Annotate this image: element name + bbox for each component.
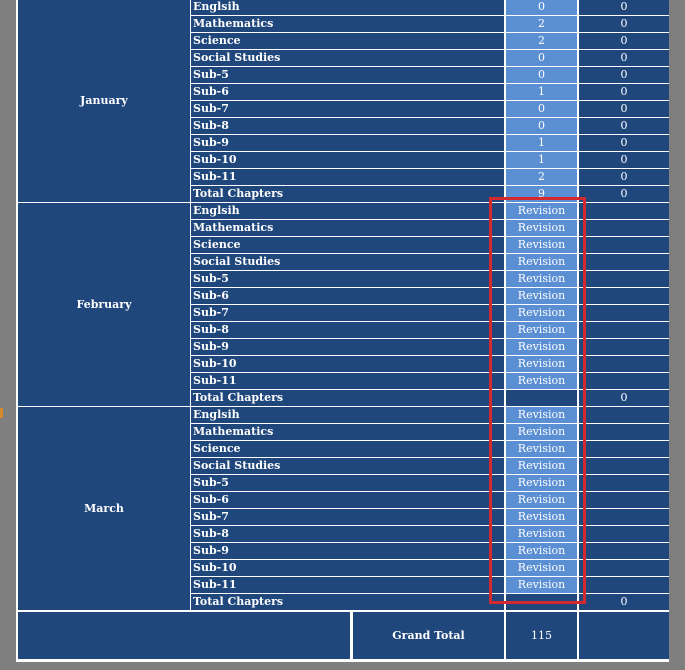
value-cell[interactable]: 0: [579, 169, 669, 185]
grand-total-blank-cell[interactable]: [18, 612, 350, 659]
revision-cell[interactable]: Revision: [506, 356, 577, 372]
value-cell[interactable]: [579, 526, 669, 542]
revision-cell[interactable]: Revision: [506, 441, 577, 457]
chapter-count-cell[interactable]: 2: [506, 169, 577, 185]
subject-cell[interactable]: Sub-8: [191, 322, 504, 338]
revision-highlight-box: [489, 197, 586, 604]
subject-cell[interactable]: Sub-7: [191, 509, 504, 525]
value-cell[interactable]: [579, 203, 669, 219]
value-cell[interactable]: [579, 458, 669, 474]
subject-cell[interactable]: Social Studies: [191, 50, 504, 66]
subject-cell[interactable]: Sub-9: [191, 135, 504, 151]
value-cell[interactable]: [579, 288, 669, 304]
chapter-count-cell[interactable]: 0: [506, 118, 577, 134]
subject-cell[interactable]: Englsih: [191, 407, 504, 423]
value-cell[interactable]: 0: [579, 67, 669, 83]
chapter-count-cell[interactable]: 0: [506, 101, 577, 117]
chapter-count-cell[interactable]: 1: [506, 84, 577, 100]
subject-cell[interactable]: Social Studies: [191, 254, 504, 270]
subject-cell[interactable]: Englsih: [191, 203, 504, 219]
subject-cell[interactable]: Mathematics: [191, 16, 504, 32]
revision-cell[interactable]: Revision: [506, 237, 577, 253]
subject-cell[interactable]: Mathematics: [191, 424, 504, 440]
subject-cell[interactable]: Englsih: [191, 0, 504, 15]
subject-cell[interactable]: Science: [191, 33, 504, 49]
value-cell[interactable]: [579, 407, 669, 423]
revision-cell[interactable]: Revision: [506, 373, 577, 389]
value-cell[interactable]: 0: [579, 152, 669, 168]
grand-total-extra[interactable]: [579, 612, 669, 659]
value-cell[interactable]: 0: [579, 33, 669, 49]
revision-cell[interactable]: Revision: [506, 492, 577, 508]
value-cell[interactable]: [579, 271, 669, 287]
value-cell[interactable]: 0: [579, 50, 669, 66]
grand-total-label[interactable]: Grand Total: [353, 612, 504, 659]
subject-cell[interactable]: Sub-11: [191, 169, 504, 185]
value-cell[interactable]: [579, 339, 669, 355]
subject-cell[interactable]: Sub-8: [191, 526, 504, 542]
chapter-count-cell[interactable]: 0: [506, 67, 577, 83]
subject-cell[interactable]: Sub-10: [191, 560, 504, 576]
value-cell[interactable]: [579, 305, 669, 321]
revision-cell[interactable]: Revision: [506, 475, 577, 491]
value-cell[interactable]: [579, 492, 669, 508]
value-cell[interactable]: 0: [579, 101, 669, 117]
chapter-count-cell[interactable]: 2: [506, 16, 577, 32]
value-cell[interactable]: [579, 254, 669, 270]
subject-cell[interactable]: Sub-6: [191, 84, 504, 100]
total-chapters-value[interactable]: 0: [579, 390, 669, 406]
chapter-count-cell[interactable]: 0: [506, 50, 577, 66]
subject-cell[interactable]: Sub-11: [191, 577, 504, 593]
value-cell[interactable]: [579, 543, 669, 559]
chapter-count-cell[interactable]: 1: [506, 135, 577, 151]
revision-cell[interactable]: Revision: [506, 271, 577, 287]
row-edge-marker: [0, 408, 3, 418]
revision-cell[interactable]: Revision: [506, 407, 577, 423]
month-label-january[interactable]: January: [18, 0, 190, 202]
subject-cell[interactable]: Science: [191, 237, 504, 253]
revision-cell[interactable]: Revision: [506, 509, 577, 525]
month-label-march[interactable]: March: [18, 407, 190, 610]
value-cell[interactable]: 0: [579, 16, 669, 32]
value-cell[interactable]: 0: [579, 118, 669, 134]
value-cell[interactable]: [579, 577, 669, 593]
revision-cell[interactable]: Revision: [506, 424, 577, 440]
subject-cell[interactable]: Sub-9: [191, 339, 504, 355]
grand-total-value[interactable]: 115: [506, 612, 577, 659]
value-cell[interactable]: 0: [579, 0, 669, 15]
subject-cell[interactable]: Mathematics: [191, 220, 504, 236]
revision-cell[interactable]: Revision: [506, 526, 577, 542]
subject-cell[interactable]: Social Studies: [191, 458, 504, 474]
total-chapters-label[interactable]: Total Chapters: [191, 390, 504, 406]
chapter-count-cell[interactable]: 0: [506, 0, 577, 15]
subject-cell[interactable]: Sub-5: [191, 271, 504, 287]
value-cell[interactable]: [579, 475, 669, 491]
subject-cell[interactable]: Sub-6: [191, 492, 504, 508]
value-cell[interactable]: 0: [579, 135, 669, 151]
total-chapters-value[interactable]: 0: [579, 594, 669, 610]
subject-cell[interactable]: Sub-10: [191, 152, 504, 168]
revision-cell[interactable]: Revision: [506, 203, 577, 219]
revision-cell[interactable]: Revision: [506, 305, 577, 321]
revision-cell[interactable]: Revision: [506, 339, 577, 355]
subject-cell[interactable]: Science: [191, 441, 504, 457]
revision-cell[interactable]: Revision: [506, 560, 577, 576]
revision-cell[interactable]: Revision: [506, 577, 577, 593]
subject-cell[interactable]: Sub-5: [191, 67, 504, 83]
revision-cell[interactable]: Revision: [506, 288, 577, 304]
revision-cell[interactable]: Revision: [506, 543, 577, 559]
value-cell[interactable]: [579, 373, 669, 389]
subject-cell[interactable]: Sub-6: [191, 288, 504, 304]
subject-cell[interactable]: Sub-9: [191, 543, 504, 559]
value-cell[interactable]: [579, 322, 669, 338]
revision-cell[interactable]: Revision: [506, 458, 577, 474]
subject-cell[interactable]: Sub-8: [191, 118, 504, 134]
total-chapters-label[interactable]: Total Chapters: [191, 594, 504, 610]
subject-cell[interactable]: Sub-7: [191, 305, 504, 321]
subject-cell[interactable]: Sub-7: [191, 101, 504, 117]
subject-cell[interactable]: Sub-11: [191, 373, 504, 389]
value-cell[interactable]: [579, 441, 669, 457]
subject-cell[interactable]: Sub-5: [191, 475, 504, 491]
total-chapters-value[interactable]: 0: [579, 186, 669, 202]
value-cell[interactable]: 0: [579, 84, 669, 100]
value-cell[interactable]: [579, 356, 669, 372]
subject-cell[interactable]: Sub-10: [191, 356, 504, 372]
month-label-february[interactable]: February: [18, 203, 190, 406]
value-cell[interactable]: [579, 220, 669, 236]
revision-cell[interactable]: Revision: [506, 220, 577, 236]
value-cell[interactable]: [579, 560, 669, 576]
value-cell[interactable]: [579, 237, 669, 253]
value-cell[interactable]: [579, 509, 669, 525]
chapter-count-cell[interactable]: 2: [506, 33, 577, 49]
chapter-count-cell[interactable]: 1: [506, 152, 577, 168]
revision-cell[interactable]: Revision: [506, 254, 577, 270]
revision-cell[interactable]: Revision: [506, 322, 577, 338]
value-cell[interactable]: [579, 424, 669, 440]
total-chapters-label[interactable]: Total Chapters: [191, 186, 504, 202]
total-chapters-count[interactable]: 9: [506, 186, 577, 202]
